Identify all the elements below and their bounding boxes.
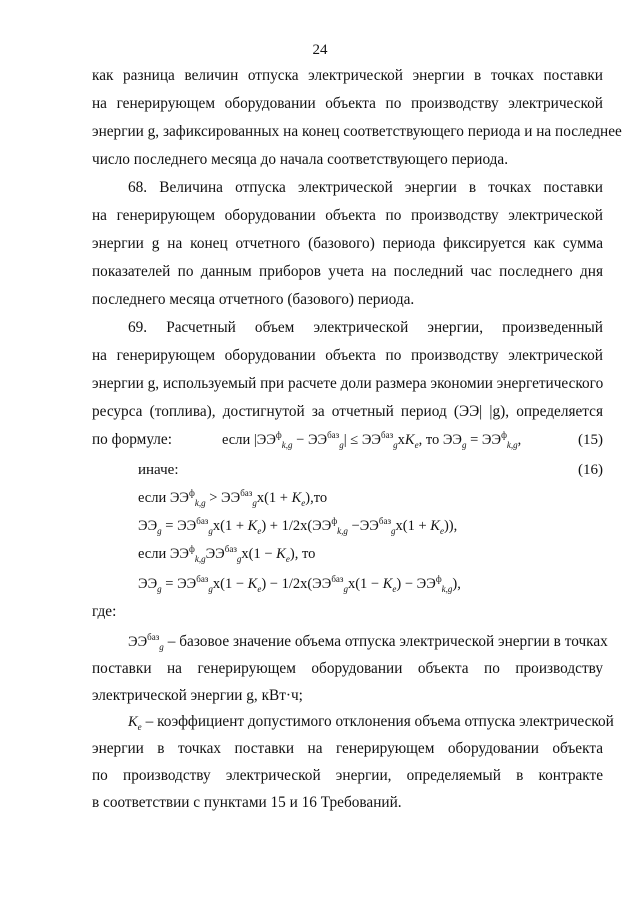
para2-line-3: энергии g на конец отчетного (базового) периода фиксируется как сумма: [92, 235, 603, 252]
def2-line-4: в соответствии с пунктами 15 и 16 Требований.: [92, 794, 402, 811]
para1-line-4: число последнего месяца до начала соответствующего периода.: [92, 151, 509, 168]
formula-16-number: (16): [578, 462, 603, 478]
formula-15: если $|ЭЭ^ф_{k,g} - ЭЭ^{баз}_g| \le ЭЭ^{баз}_gхK_e$, то $ЭЭ_g = ЭЭ^ф_{k,g}$,: [222, 430, 522, 450]
page-number: 24: [312, 42, 328, 58]
para1-line-3: энергии g, зафиксированных на конец соответствующего периода и на последнее: [92, 123, 622, 140]
def2-line-3: по производству электрической энергии, определяемый в контракте: [92, 767, 603, 784]
case1-then: ,то: [310, 490, 328, 506]
para1-line-2: на генерирующем оборудовании объекта по производству электрической: [92, 95, 603, 112]
formula-15-then: , то: [418, 432, 440, 448]
case2-then: , то: [294, 546, 316, 562]
para2-line-1: 68. Величина отпуска электрической энергии в точках поставки: [128, 179, 603, 196]
case1-if: если: [138, 490, 167, 506]
para3-line-2: на генерирующем оборудовании объекта по производству электрической: [92, 347, 603, 364]
def2-line-2: энергии в точках поставки на генерирующем оборудовании объекта: [92, 740, 603, 757]
formula-16-case1-result: $ЭЭ_g = ЭЭ^{баз}_gх(1 + K_e) + 1/2х(ЭЭ^ф_{k,g} -ЭЭ^{баз}_gх(1 + K_e))$,: [138, 516, 458, 536]
para3-line-5: по формуле:: [92, 431, 172, 448]
para2-line-2: на генерирующем оборудовании объекта по производству электрической: [92, 207, 603, 224]
def2-text-1: – коэффициент допустимого отклонения объема отпуска электрической: [145, 713, 614, 730]
para2-line-4: показателей по данным приборов учета на последний час последнего дня: [92, 263, 603, 280]
case2-if: если: [138, 546, 167, 562]
para3-line-3: энергии g, используемый при расчете доли размера экономии энергетического: [92, 375, 604, 392]
formula-15-if: если: [222, 432, 251, 448]
def1-line-1: $ЭЭ^{баз}_g$ – базовое значение объема отпуска электрической энергии в точках: [128, 632, 608, 652]
para3-line-1: 69. Расчетный объем электрической энергии, произведенный: [128, 319, 603, 336]
formula-15-number: (15): [578, 432, 603, 448]
def1-text-1: – базовое значение объема отпуска электрической энергии в точках: [167, 633, 608, 650]
para1-line-1: как разница величин отпуска электрической энергии в точках поставки: [92, 67, 603, 84]
para2-line-5: последнего месяца отчетного (базового) периода.: [92, 291, 415, 308]
formula-16-case2-condition: если $ЭЭ^ф_{k,g}ЭЭ^{баз}_gх(1 - K_e)$, то: [138, 544, 316, 564]
where-label: где:: [92, 603, 117, 620]
def1-line-3: электрической энергии g, кВт·ч;: [92, 687, 303, 704]
otherwise-label: иначе:: [138, 462, 179, 478]
def1-line-2: поставки на генерирующем оборудовании объекта по производству: [92, 660, 603, 677]
para3-line-4: ресурса (топлива), достигнутой за отчетный период (ЭЭ| |g), определяется: [92, 403, 603, 420]
def2-line-1: $K_e$ – коэффициент допустимого отклонения объема отпуска электрической: [128, 713, 614, 732]
formula-16-case2-result: $ЭЭ_g = ЭЭ^{баз}_gх(1 - K_e) - 1/2х(ЭЭ^{баз}_gх(1 - K_e) - ЭЭ^ф_{k,g})$,: [138, 574, 461, 594]
formula-16-case1-condition: если $ЭЭ^ф_{k,g} > ЭЭ^{баз}_gх(1 + K_e),то$: [138, 488, 328, 508]
